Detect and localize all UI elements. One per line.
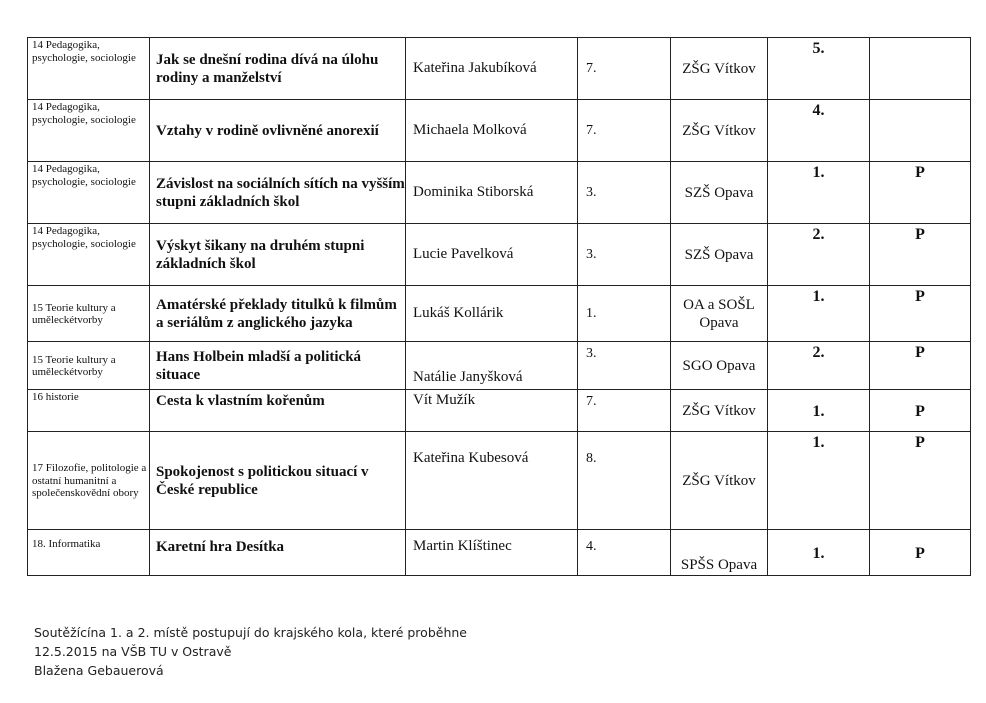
school-cell: ZŠG Vítkov (671, 390, 768, 432)
grade-cell: 3. (578, 162, 671, 224)
school-cell: SZŠ Opava (671, 162, 768, 224)
author-cell: Michaela Molková (406, 100, 578, 162)
advance-cell: P (870, 286, 971, 342)
grade-cell: 7. (578, 390, 671, 432)
grade-cell: 1. (578, 286, 671, 342)
results-table (27, 37, 971, 576)
field-cell: 14 Pedagogika, psychologie, sociologie (28, 162, 150, 224)
author-cell: Vít Mužík (406, 390, 578, 432)
field-cell: 15 Teorie kultury a uměleckétvorby (28, 286, 150, 342)
field-cell: 14 Pedagogika, psychologie, sociologie (28, 224, 150, 286)
title-cell: Hans Holbein mladší a politická situace (150, 342, 406, 390)
field-cell: 14 Pedagogika, psychologie, sociologie (28, 100, 150, 162)
advance-cell: P (870, 390, 971, 432)
advance-cell: P (870, 432, 971, 530)
title-cell: Amatérské překlady titulků k filmům a seriálům z anglického jazyka (150, 286, 406, 342)
footer-note (34, 623, 467, 680)
table-row (28, 432, 971, 530)
place-cell: 1. (768, 432, 870, 530)
field-cell: 17 Filozofie, politologie a ostatní humanitní a společenskovědní obory (28, 432, 150, 530)
place-cell: 5. (768, 38, 870, 100)
table-row (28, 530, 971, 576)
title-cell: Výskyt šikany na druhém stupni základních škol (150, 224, 406, 286)
place-cell: 1. (768, 530, 870, 576)
school-cell: SPŠS Opava (671, 530, 768, 576)
author-cell: Lucie Pavelková (406, 224, 578, 286)
place-cell: 1. (768, 162, 870, 224)
table-row (28, 286, 971, 342)
title-cell: Cesta k vlastním kořenům (150, 390, 406, 432)
title-cell: Vztahy v rodině ovlivněné anorexií (150, 100, 406, 162)
table-row (28, 162, 971, 224)
grade-cell: 3. (578, 224, 671, 286)
school-cell: ZŠG Vítkov (671, 432, 768, 530)
table-row (28, 224, 971, 286)
author-cell: Dominika Stiborská (406, 162, 578, 224)
place-cell: 2. (768, 342, 870, 390)
advance-cell: P (870, 530, 971, 576)
advance-cell: P (870, 162, 971, 224)
table-row (28, 342, 971, 390)
school-cell: SZŠ Opava (671, 224, 768, 286)
footer-signature: Blažena Gebauerová (34, 663, 164, 678)
place-cell: 2. (768, 224, 870, 286)
title-cell: Jak se dnešní rodina dívá na úlohu rodiny a manželství (150, 38, 406, 100)
place-cell: 4. (768, 100, 870, 162)
author-cell: Lukáš Kollárik (406, 286, 578, 342)
table-row (28, 38, 971, 100)
author-cell: Natálie Janyšková (406, 342, 578, 390)
author-cell: Kateřina Kubesová (406, 432, 578, 530)
footer-line: Soutěžícína 1. a 2. místě postupují do krajského kola, které proběhne (34, 625, 467, 640)
advance-cell (870, 38, 971, 100)
title-cell: Spokojenost s politickou situací v České republice (150, 432, 406, 530)
grade-cell: 4. (578, 530, 671, 576)
place-cell: 1. (768, 390, 870, 432)
grade-cell: 8. (578, 432, 671, 530)
school-cell: ZŠG Vítkov (671, 38, 768, 100)
table-row (28, 390, 971, 432)
place-cell: 1. (768, 286, 870, 342)
school-cell: OA a SOŠL Opava (671, 286, 768, 342)
advance-cell (870, 100, 971, 162)
advance-cell: P (870, 342, 971, 390)
author-cell: Martin Klíštinec (406, 530, 578, 576)
advance-cell: P (870, 224, 971, 286)
table-row (28, 100, 971, 162)
field-cell: 18. Informatika (28, 530, 150, 576)
author-cell: Kateřina Jakubíková (406, 38, 578, 100)
school-cell: SGO Opava (671, 342, 768, 390)
school-cell: ZŠG Vítkov (671, 100, 768, 162)
grade-cell: 7. (578, 100, 671, 162)
field-cell: 16 historie (28, 390, 150, 432)
grade-cell: 7. (578, 38, 671, 100)
title-cell: Karetní hra Desítka (150, 530, 406, 576)
title-cell: Závislost na sociálních sítích na vyšším stupni základních škol (150, 162, 406, 224)
field-cell: 14 Pedagogika, psychologie, sociologie (28, 38, 150, 100)
field-cell: 15 Teorie kultury a uměleckétvorby (28, 342, 150, 390)
grade-cell: 3. (578, 342, 671, 390)
footer-line: 12.5.2015 na VŠB TU v Ostravě (34, 644, 232, 659)
